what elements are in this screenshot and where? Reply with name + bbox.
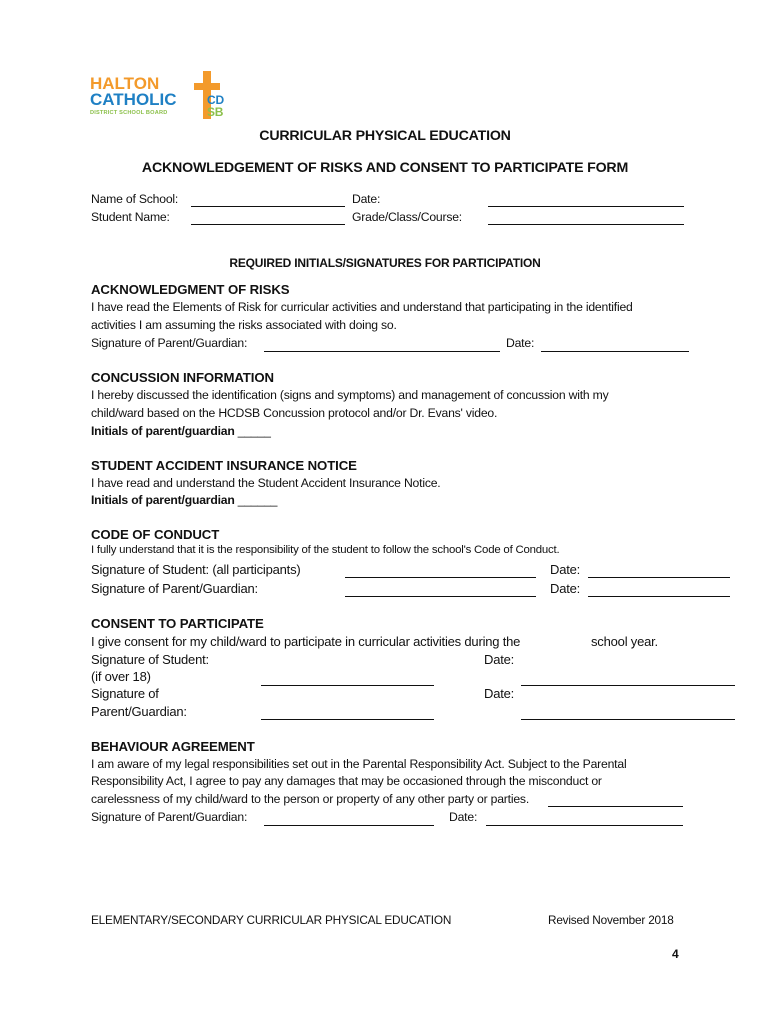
consent-date1-field[interactable] — [521, 685, 735, 686]
risks-text-1: I have read the Elements of Risk for curricular activities and understand that participating in the identified — [91, 300, 633, 314]
page-title: CURRICULAR PHYSICAL EDUCATION — [259, 128, 511, 144]
grade-label: Grade/Class/Course: — [352, 210, 462, 224]
student-name-field[interactable] — [191, 224, 345, 225]
consent-text-1: I give consent for my child/ward to participate in curricular activities during the — [91, 634, 521, 649]
conduct-student-sig-label: Signature of Student: (all participants) — [91, 562, 301, 577]
concussion-text-2: child/ward based on the HCDSB Concussion protocol and/or Dr. Evans' video. — [91, 406, 498, 420]
consent-date2-field[interactable] — [521, 719, 735, 720]
school-label: Name of School: — [91, 192, 179, 206]
conduct-heading: CODE OF CONDUCT — [91, 527, 220, 542]
risks-text-2: activities I am assuming the risks associated with doing so. — [91, 318, 397, 332]
page-number: 4 — [672, 947, 679, 961]
behaviour-date-label: Date: — [449, 810, 478, 824]
hcdsb-logo — [90, 71, 240, 123]
conduct-parent-sig-label: Signature of Parent/Guardian: — [91, 581, 258, 596]
student-name-label: Student Name: — [91, 210, 170, 224]
concussion-heading: CONCUSSION INFORMATION — [91, 370, 274, 385]
consent-school-year: school year. — [591, 634, 658, 649]
behaviour-date-field[interactable] — [486, 825, 683, 826]
insurance-initials — [91, 493, 277, 507]
risks-sig-label: Signature of Parent/Guardian: — [91, 336, 248, 350]
footer-left: ELEMENTARY/SECONDARY CURRICULAR PHYSICAL EDUCATION — [91, 913, 452, 927]
insurance-initials-field[interactable]: ______ — [237, 493, 278, 507]
concussion-text-1: I hereby discussed the identification (signs and symptoms) and management of concussion with my — [91, 388, 609, 402]
behaviour-heading: BEHAVIOUR AGREEMENT — [91, 739, 255, 754]
concussion-initials-label: Initials of parent/guardian — [91, 424, 235, 438]
concussion-initials — [91, 424, 271, 438]
behaviour-text-3: carelessness of my child/ward to the person or property of any other party or parties. — [91, 792, 530, 806]
conduct-date2-label: Date: — [550, 581, 581, 596]
logo-abbr-cd: CD — [207, 93, 224, 107]
logo-text-board: DISTRICT SCHOOL BOARD — [90, 110, 168, 116]
insurance-initials-label: Initials of parent/guardian — [91, 493, 235, 507]
behaviour-signature-field[interactable] — [264, 825, 434, 826]
footer-revised: Revised November 2018 — [548, 913, 674, 927]
concussion-initials-field[interactable]: _____ — [237, 424, 271, 438]
consent-parent-label: Parent/Guardian: — [91, 704, 187, 719]
consent-sig-of-label: Signature of — [91, 686, 159, 701]
behaviour-sig-label: Signature of Parent/Guardian: — [91, 810, 248, 824]
logo-abbr-sb: SB — [207, 105, 224, 119]
conduct-date1-field[interactable] — [588, 577, 730, 578]
risks-heading: ACKNOWLEDGMENT OF RISKS — [91, 282, 290, 297]
conduct-text-1: I fully understand that it is the responsibility of the student to follow the school's Code of Conduct. — [91, 544, 560, 556]
behaviour-text-2: Responsibility Act, I agree to pay any damages that may be occasioned through the misconduct or — [91, 774, 602, 788]
consent-over18-label: (if over 18) — [91, 669, 151, 684]
consent-date1-label: Date: — [484, 652, 515, 667]
required-heading: REQUIRED INITIALS/SIGNATURES FOR PARTICIPATION — [229, 256, 541, 270]
date-label: Date: — [352, 192, 381, 206]
conduct-parent-signature-field[interactable] — [345, 596, 536, 597]
conduct-student-signature-field[interactable] — [345, 577, 536, 578]
grade-field[interactable] — [488, 224, 684, 225]
insurance-text-1: I have read and understand the Student Accident Insurance Notice. — [91, 476, 441, 490]
behaviour-text-1: I am aware of my legal responsibilities set out in the Parental Responsibility Act. Subject to the Parental — [91, 757, 627, 771]
logo-text-catholic: CATHOLIC — [90, 90, 177, 109]
risks-date-field[interactable] — [541, 351, 689, 352]
page-subtitle: ACKNOWLEDGEMENT OF RISKS AND CONSENT TO PARTICIPATE FORM — [141, 160, 629, 176]
consent-student-signature-field[interactable] — [261, 685, 434, 686]
consent-parent-signature-field[interactable] — [261, 719, 434, 720]
conduct-date2-field[interactable] — [588, 596, 730, 597]
school-field[interactable] — [191, 206, 345, 207]
risks-date-label: Date: — [506, 336, 535, 350]
consent-student-sig-label: Signature of Student: — [91, 652, 209, 667]
behaviour-text-blank[interactable] — [548, 806, 683, 807]
logo-text-halton: HALTON — [90, 74, 160, 93]
consent-heading: CONSENT TO PARTICIPATE — [91, 616, 264, 631]
risks-signature-field[interactable] — [264, 351, 500, 352]
date-field[interactable] — [488, 206, 684, 207]
insurance-heading: STUDENT ACCIDENT INSURANCE NOTICE — [91, 458, 357, 473]
conduct-date1-label: Date: — [550, 562, 581, 577]
consent-date2-label: Date: — [484, 686, 515, 701]
